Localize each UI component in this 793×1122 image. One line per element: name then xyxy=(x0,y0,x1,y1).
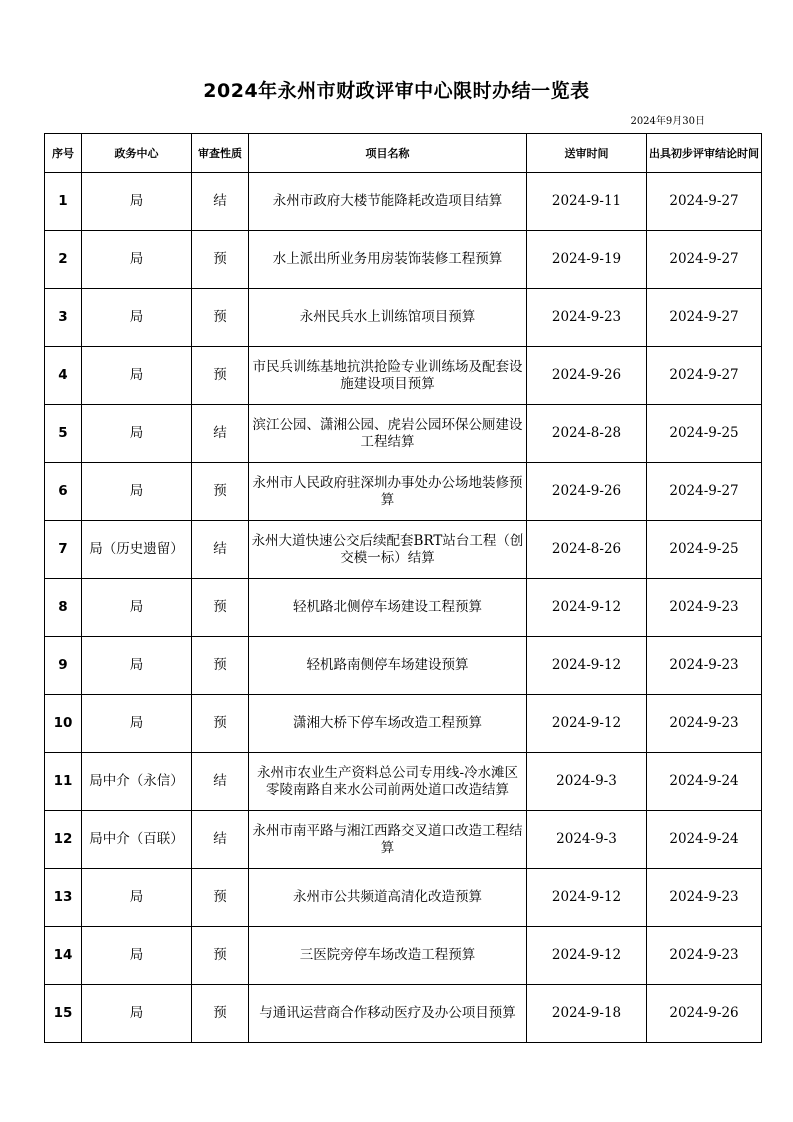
cell-center: 局（历史遗留） xyxy=(82,521,192,579)
cell-center: 局 xyxy=(82,637,192,695)
cell-name: 永州市农业生产资料总公司专用线-冷水滩区零陵南路自来水公司前两处道口改造结算 xyxy=(249,753,527,811)
cell-sent: 2024-9-12 xyxy=(527,637,647,695)
header-sent: 送审时间 xyxy=(527,134,647,173)
cell-type: 预 xyxy=(192,637,249,695)
cell-name: 永州市公共频道高清化改造预算 xyxy=(249,869,527,927)
cell-sent: 2024-9-3 xyxy=(527,753,647,811)
report-date: 2024年9月30日 xyxy=(630,116,705,127)
cell-name: 与通讯运营商合作移动医疗及办公项目预算 xyxy=(249,985,527,1043)
table-row xyxy=(45,695,762,753)
cell-sent: 2024-9-18 xyxy=(527,985,647,1043)
cell-center: 局中介（百联） xyxy=(82,811,192,869)
cell-sent: 2024-9-12 xyxy=(527,695,647,753)
table-row xyxy=(45,927,762,985)
cell-name: 市民兵训练基地抗洪抢险专业训练场及配套设施建设项目预算 xyxy=(249,347,527,405)
cell-no: 14 xyxy=(45,927,82,985)
cell-sent: 2024-8-26 xyxy=(527,521,647,579)
cell-type: 预 xyxy=(192,347,249,405)
cell-issued: 2024-9-23 xyxy=(647,637,762,695)
cell-name: 滨江公园、潇湘公园、虎岩公园环保公厕建设工程结算 xyxy=(249,405,527,463)
table-row xyxy=(45,811,762,869)
table-row xyxy=(45,869,762,927)
cell-type: 预 xyxy=(192,985,249,1043)
cell-issued: 2024-9-25 xyxy=(647,405,762,463)
cell-no: 15 xyxy=(45,985,82,1043)
cell-center: 局中介（永信） xyxy=(82,753,192,811)
cell-sent: 2024-9-26 xyxy=(527,463,647,521)
cell-center: 局 xyxy=(82,985,192,1043)
table-row xyxy=(45,405,762,463)
page-title: 2024年永州市财政评审中心限时办结一览表 xyxy=(203,80,590,102)
cell-type: 结 xyxy=(192,521,249,579)
cell-name: 永州市南平路与湘江西路交叉道口改造工程结算 xyxy=(249,811,527,869)
cell-name: 三医院旁停车场改造工程预算 xyxy=(249,927,527,985)
cell-issued: 2024-9-25 xyxy=(647,521,762,579)
cell-type: 结 xyxy=(192,811,249,869)
cell-issued: 2024-9-23 xyxy=(647,927,762,985)
cell-sent: 2024-9-26 xyxy=(527,347,647,405)
cell-no: 9 xyxy=(45,637,82,695)
cell-center: 局 xyxy=(82,869,192,927)
cell-issued: 2024-9-24 xyxy=(647,753,762,811)
table-row xyxy=(45,347,762,405)
cell-sent: 2024-8-28 xyxy=(527,405,647,463)
cell-name: 永州市政府大楼节能降耗改造项目结算 xyxy=(249,173,527,231)
cell-no: 11 xyxy=(45,753,82,811)
table-row xyxy=(45,521,762,579)
cell-sent: 2024-9-3 xyxy=(527,811,647,869)
cell-name: 永州市人民政府驻深圳办事处办公场地装修预算 xyxy=(249,463,527,521)
cell-sent: 2024-9-11 xyxy=(527,173,647,231)
cell-name: 轻机路北侧停车场建设工程预算 xyxy=(249,579,527,637)
cell-type: 预 xyxy=(192,463,249,521)
cell-type: 结 xyxy=(192,405,249,463)
cell-issued: 2024-9-27 xyxy=(647,173,762,231)
cell-no: 6 xyxy=(45,463,82,521)
cell-center: 局 xyxy=(82,173,192,231)
cell-sent: 2024-9-12 xyxy=(527,869,647,927)
cell-issued: 2024-9-23 xyxy=(647,869,762,927)
table-body xyxy=(45,173,762,1043)
cell-issued: 2024-9-26 xyxy=(647,985,762,1043)
cell-sent: 2024-9-19 xyxy=(527,231,647,289)
cell-type: 预 xyxy=(192,579,249,637)
cell-no: 10 xyxy=(45,695,82,753)
cell-no: 5 xyxy=(45,405,82,463)
cell-issued: 2024-9-23 xyxy=(647,579,762,637)
cell-sent: 2024-9-12 xyxy=(527,579,647,637)
cell-name: 潇湘大桥下停车场改造工程预算 xyxy=(249,695,527,753)
table-row xyxy=(45,173,762,231)
table-row xyxy=(45,289,762,347)
cell-issued: 2024-9-27 xyxy=(647,289,762,347)
cell-issued: 2024-9-27 xyxy=(647,231,762,289)
cell-no: 1 xyxy=(45,173,82,231)
project-table xyxy=(44,133,762,1043)
cell-type: 预 xyxy=(192,927,249,985)
cell-issued: 2024-9-24 xyxy=(647,811,762,869)
cell-center: 局 xyxy=(82,927,192,985)
cell-name: 水上派出所业务用房装饰装修工程预算 xyxy=(249,231,527,289)
cell-center: 局 xyxy=(82,579,192,637)
cell-center: 局 xyxy=(82,347,192,405)
cell-type: 预 xyxy=(192,289,249,347)
header-row xyxy=(45,134,762,173)
cell-type: 预 xyxy=(192,869,249,927)
cell-no: 2 xyxy=(45,231,82,289)
cell-type: 结 xyxy=(192,173,249,231)
cell-no: 12 xyxy=(45,811,82,869)
cell-center: 局 xyxy=(82,289,192,347)
cell-sent: 2024-9-12 xyxy=(527,927,647,985)
cell-name: 永州民兵水上训练馆项目预算 xyxy=(249,289,527,347)
cell-type: 预 xyxy=(192,231,249,289)
table-row xyxy=(45,579,762,637)
header-name: 项目名称 xyxy=(249,134,527,173)
cell-center: 局 xyxy=(82,695,192,753)
table-row xyxy=(45,637,762,695)
cell-issued: 2024-9-23 xyxy=(647,695,762,753)
cell-name: 轻机路南侧停车场建设预算 xyxy=(249,637,527,695)
cell-no: 3 xyxy=(45,289,82,347)
cell-sent: 2024-9-23 xyxy=(527,289,647,347)
header-center: 政务中心 xyxy=(82,134,192,173)
header-no: 序号 xyxy=(45,134,82,173)
table-row xyxy=(45,463,762,521)
cell-center: 局 xyxy=(82,231,192,289)
cell-type: 结 xyxy=(192,753,249,811)
table-row xyxy=(45,753,762,811)
table-header xyxy=(45,134,762,173)
cell-center: 局 xyxy=(82,463,192,521)
cell-no: 13 xyxy=(45,869,82,927)
table-row xyxy=(45,985,762,1043)
cell-no: 4 xyxy=(45,347,82,405)
header-type: 审查性质 xyxy=(192,134,249,173)
cell-type: 预 xyxy=(192,695,249,753)
table-row xyxy=(45,231,762,289)
header-issued: 出具初步评审结论时间 xyxy=(647,134,762,173)
cell-issued: 2024-9-27 xyxy=(647,463,762,521)
cell-no: 8 xyxy=(45,579,82,637)
cell-no: 7 xyxy=(45,521,82,579)
cell-issued: 2024-9-27 xyxy=(647,347,762,405)
cell-center: 局 xyxy=(82,405,192,463)
cell-name: 永州大道快速公交后续配套BRT站台工程（创交模一标）结算 xyxy=(249,521,527,579)
